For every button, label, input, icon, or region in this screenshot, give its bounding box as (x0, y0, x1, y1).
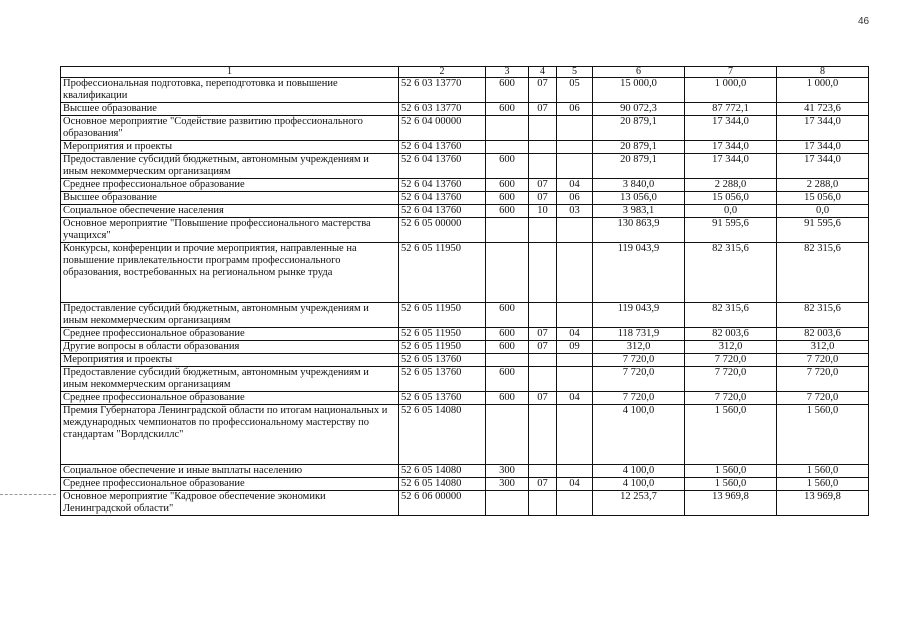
row-section (529, 491, 557, 516)
row-name: Предоставление субсидий бюджетным, автономным учреждениям и иным некоммерческим организациям (61, 367, 399, 392)
row-code: 52 6 05 14080 (399, 478, 486, 491)
row-vr: 600 (486, 341, 529, 354)
row-code: 52 6 05 13760 (399, 354, 486, 367)
row-year1: 130 863,9 (593, 218, 685, 243)
row-code: 52 6 04 13760 (399, 179, 486, 192)
row-subsection (557, 303, 593, 328)
row-year2: 17 344,0 (685, 141, 777, 154)
row-vr: 600 (486, 179, 529, 192)
header-row (61, 67, 869, 78)
row-section (529, 367, 557, 392)
row-name: Мероприятия и проекты (61, 141, 399, 154)
row-section: 07 (529, 192, 557, 205)
row-subsection (557, 354, 593, 367)
row-code: 52 6 05 11950 (399, 303, 486, 328)
row-year1: 312,0 (593, 341, 685, 354)
row-code: 52 6 05 11950 (399, 328, 486, 341)
row-subsection: 09 (557, 341, 593, 354)
row-year1: 20 879,1 (593, 116, 685, 141)
row-year3: 7 720,0 (777, 354, 869, 367)
row-year3: 17 344,0 (777, 141, 869, 154)
row-section (529, 303, 557, 328)
row-code: 52 6 04 13760 (399, 141, 486, 154)
row-year2: 15 056,0 (685, 192, 777, 205)
row-vr: 600 (486, 392, 529, 405)
row-code: 52 6 05 00000 (399, 218, 486, 243)
row-section (529, 465, 557, 478)
header-cell: 2 (399, 67, 486, 78)
row-year1: 15 000,0 (593, 78, 685, 103)
row-name: Другие вопросы в области образования (61, 341, 399, 354)
table-row (61, 392, 869, 405)
row-name: Основное мероприятие "Кадровое обеспечение экономики Ленинградской области" (61, 491, 399, 516)
row-year3: 82 315,6 (777, 303, 869, 328)
header-cell: 3 (486, 67, 529, 78)
row-year3: 0,0 (777, 205, 869, 218)
row-subsection: 04 (557, 478, 593, 491)
row-year3: 7 720,0 (777, 367, 869, 392)
row-name: Среднее профессиональное образование (61, 392, 399, 405)
row-year2: 0,0 (685, 205, 777, 218)
row-subsection: 04 (557, 179, 593, 192)
table-row (61, 103, 869, 116)
row-vr: 600 (486, 103, 529, 116)
header-cell: 6 (593, 67, 685, 78)
row-code: 52 6 04 13760 (399, 205, 486, 218)
row-code: 52 6 04 13760 (399, 154, 486, 179)
row-year3: 82 315,6 (777, 243, 869, 303)
row-section (529, 354, 557, 367)
row-vr: 600 (486, 78, 529, 103)
row-vr: 300 (486, 478, 529, 491)
scan-artifact-line (0, 494, 56, 495)
row-section: 07 (529, 328, 557, 341)
row-code: 52 6 05 11950 (399, 341, 486, 354)
row-year1: 7 720,0 (593, 354, 685, 367)
table-row (61, 491, 869, 516)
row-subsection: 04 (557, 328, 593, 341)
row-vr (486, 141, 529, 154)
row-year2: 17 344,0 (685, 154, 777, 179)
row-subsection (557, 141, 593, 154)
row-year3: 2 288,0 (777, 179, 869, 192)
row-year1: 20 879,1 (593, 154, 685, 179)
row-subsection (557, 154, 593, 179)
row-year1: 3 983,1 (593, 205, 685, 218)
row-name: Среднее профессиональное образование (61, 328, 399, 341)
row-vr: 300 (486, 465, 529, 478)
row-year3: 1 560,0 (777, 478, 869, 491)
row-year3: 91 595,6 (777, 218, 869, 243)
row-year2: 1 560,0 (685, 405, 777, 465)
header-cell: 4 (529, 67, 557, 78)
row-name: Высшее образование (61, 192, 399, 205)
row-name: Профессиональная подготовка, переподготовка и повышение квалификации (61, 78, 399, 103)
table-row (61, 243, 869, 303)
row-name: Основное мероприятие "Повышение профессионального мастерства учащихся" (61, 218, 399, 243)
row-year2: 7 720,0 (685, 367, 777, 392)
row-vr (486, 405, 529, 465)
row-year1: 119 043,9 (593, 243, 685, 303)
row-year1: 4 100,0 (593, 465, 685, 478)
row-vr (486, 354, 529, 367)
row-year3: 1 560,0 (777, 465, 869, 478)
row-subsection (557, 243, 593, 303)
row-section: 07 (529, 341, 557, 354)
row-year1: 4 100,0 (593, 405, 685, 465)
row-code: 52 6 05 14080 (399, 465, 486, 478)
table-row (61, 141, 869, 154)
row-section (529, 405, 557, 465)
row-section: 07 (529, 78, 557, 103)
row-vr (486, 218, 529, 243)
row-subsection (557, 367, 593, 392)
row-year3: 1 000,0 (777, 78, 869, 103)
table-row (61, 367, 869, 392)
row-section (529, 218, 557, 243)
row-subsection: 05 (557, 78, 593, 103)
row-section (529, 243, 557, 303)
row-year2: 1 560,0 (685, 465, 777, 478)
table-row (61, 354, 869, 367)
row-vr: 600 (486, 192, 529, 205)
row-vr (486, 116, 529, 141)
row-subsection: 04 (557, 392, 593, 405)
row-year2: 7 720,0 (685, 354, 777, 367)
row-year3: 13 969,8 (777, 491, 869, 516)
table-row (61, 328, 869, 341)
row-year2: 2 288,0 (685, 179, 777, 192)
table-row (61, 192, 869, 205)
row-name: Конкурсы, конференции и прочие мероприятия, направленные на повышение привлекательности программ профессионального образования, востребованных на региональном рынке труда (61, 243, 399, 303)
table-row (61, 341, 869, 354)
row-code: 52 6 05 13760 (399, 367, 486, 392)
table-row (61, 116, 869, 141)
row-code: 52 6 05 14080 (399, 405, 486, 465)
row-code: 52 6 06 00000 (399, 491, 486, 516)
row-code: 52 6 03 13770 (399, 78, 486, 103)
row-year2: 13 969,8 (685, 491, 777, 516)
row-name: Среднее профессиональное образование (61, 179, 399, 192)
row-year1: 20 879,1 (593, 141, 685, 154)
row-section (529, 154, 557, 179)
table-row (61, 205, 869, 218)
row-year2: 91 595,6 (685, 218, 777, 243)
row-section: 07 (529, 478, 557, 491)
row-year2: 1 560,0 (685, 478, 777, 491)
row-year3: 41 723,6 (777, 103, 869, 116)
page-number: 46 (858, 16, 870, 27)
row-subsection: 06 (557, 103, 593, 116)
table-row (61, 179, 869, 192)
row-year1: 119 043,9 (593, 303, 685, 328)
row-year1: 7 720,0 (593, 367, 685, 392)
table-row (61, 465, 869, 478)
row-year1: 90 072,3 (593, 103, 685, 116)
row-year1: 7 720,0 (593, 392, 685, 405)
row-code: 52 6 05 11950 (399, 243, 486, 303)
row-year1: 118 731,9 (593, 328, 685, 341)
row-year2: 312,0 (685, 341, 777, 354)
row-vr (486, 491, 529, 516)
row-section (529, 141, 557, 154)
row-name: Предоставление субсидий бюджетным, автономным учреждениям и иным некоммерческим организациям (61, 303, 399, 328)
row-year2: 82 315,6 (685, 303, 777, 328)
row-subsection (557, 218, 593, 243)
row-vr: 600 (486, 303, 529, 328)
row-subsection (557, 465, 593, 478)
row-year1: 13 056,0 (593, 192, 685, 205)
row-code: 52 6 04 00000 (399, 116, 486, 141)
row-year3: 15 056,0 (777, 192, 869, 205)
row-code: 52 6 04 13760 (399, 192, 486, 205)
row-name: Социальное обеспечение и иные выплаты населению (61, 465, 399, 478)
table-row (61, 218, 869, 243)
row-year3: 17 344,0 (777, 116, 869, 141)
row-year3: 1 560,0 (777, 405, 869, 465)
row-year2: 17 344,0 (685, 116, 777, 141)
table-row (61, 154, 869, 179)
row-subsection (557, 116, 593, 141)
table-row (61, 405, 869, 465)
row-name: Социальное обеспечение населения (61, 205, 399, 218)
header-cell: 7 (685, 67, 777, 78)
row-vr: 600 (486, 154, 529, 179)
row-year1: 3 840,0 (593, 179, 685, 192)
table-row (61, 78, 869, 103)
row-vr: 600 (486, 328, 529, 341)
row-section: 07 (529, 103, 557, 116)
row-year2: 87 772,1 (685, 103, 777, 116)
row-year2: 82 003,6 (685, 328, 777, 341)
row-year3: 7 720,0 (777, 392, 869, 405)
row-year2: 1 000,0 (685, 78, 777, 103)
row-year1: 12 253,7 (593, 491, 685, 516)
budget-table (60, 66, 869, 516)
row-subsection: 06 (557, 192, 593, 205)
header-cell: 8 (777, 67, 869, 78)
row-code: 52 6 03 13770 (399, 103, 486, 116)
row-section: 07 (529, 392, 557, 405)
row-section: 07 (529, 179, 557, 192)
row-year3: 17 344,0 (777, 154, 869, 179)
row-section: 10 (529, 205, 557, 218)
row-vr (486, 243, 529, 303)
row-subsection (557, 491, 593, 516)
row-name: Мероприятия и проекты (61, 354, 399, 367)
table-row (61, 303, 869, 328)
row-section (529, 116, 557, 141)
header-cell: 5 (557, 67, 593, 78)
row-subsection (557, 405, 593, 465)
row-year3: 312,0 (777, 341, 869, 354)
row-year2: 82 315,6 (685, 243, 777, 303)
row-name: Среднее профессиональное образование (61, 478, 399, 491)
row-year3: 82 003,6 (777, 328, 869, 341)
row-code: 52 6 05 13760 (399, 392, 486, 405)
header-cell: 1 (61, 67, 399, 78)
row-name: Высшее образование (61, 103, 399, 116)
row-subsection: 03 (557, 205, 593, 218)
row-year2: 7 720,0 (685, 392, 777, 405)
row-vr: 600 (486, 205, 529, 218)
row-name: Предоставление субсидий бюджетным, автономным учреждениям и иным некоммерческим организациям (61, 154, 399, 179)
row-name: Основное мероприятие "Содействие развитию профессионального образования" (61, 116, 399, 141)
row-year1: 4 100,0 (593, 478, 685, 491)
row-vr: 600 (486, 367, 529, 392)
table-row (61, 478, 869, 491)
row-name: Премия Губернатора Ленинградской области по итогам национальных и международных чемпионатов по профессиональному мастерству по стандартам "Ворлдскиллс" (61, 405, 399, 465)
